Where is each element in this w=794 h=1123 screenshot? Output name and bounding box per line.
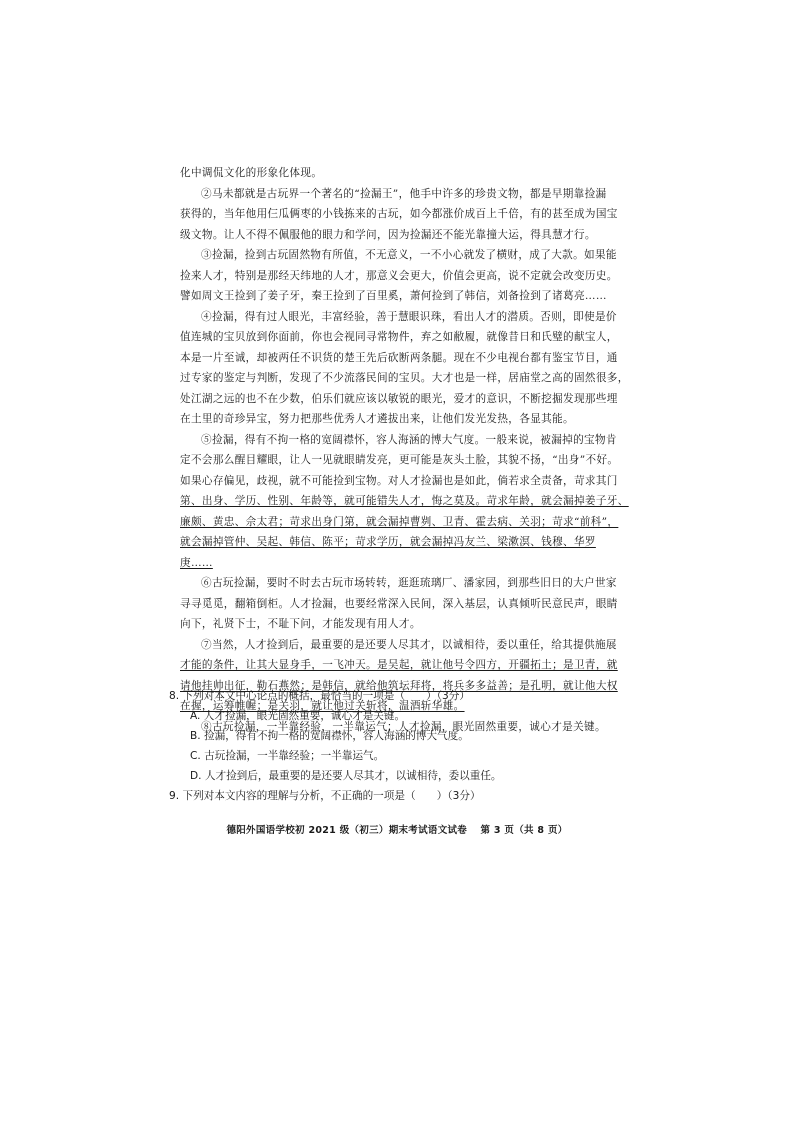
- question-8-stem: 8. 下列对本文中心论点的概括，最恰当的一项是（ ）（3分）: [169, 690, 470, 702]
- passage-line: ⑥古玩捡漏，要时不时去古玩市场转转，逛逛琉璃厂、潘家园，到那些旧日的大户世家: [201, 577, 617, 589]
- question-8-option-a: A. 人才捡漏，眼光固然重要，诚心才是关键。: [190, 710, 406, 722]
- question-8: [169, 686, 639, 786]
- passage-line: 在土里的奇珍异宝，努力把那些优秀人才遴拔出来，让他们发光发热，各显其能。: [180, 413, 574, 425]
- passage-line: 在握，运筹帷幄；是关羽，就让他过关斩将，温酒斩华雄。: [180, 700, 465, 712]
- passage-line: 如果心存偏见，歧视，就不可能捡到宝物。对人才捡漏也是如此，倘若求全责备，苛求其门: [180, 474, 618, 487]
- passage-line: ⑧古玩捡漏，一半靠经验，一半靠运气；人才捡漏，眼光固然重要，诚心才是关键。: [201, 720, 606, 733]
- passage-line: 请他挂帅出征，勒石燕然；是韩信，就给他筑坛拜将，将兵多多益善；是孔明，就让他大权: [180, 679, 618, 692]
- passage-line: 定不会那么醒目耀眼，让人一见就眼睛发亮，更可能是灰头土脸，其貌不扬，“出身”不好。: [180, 454, 619, 466]
- passage-line: 廉颇、黄忠、佘太君；苛求出身门第，就会漏掉曹刿、卫青、霍去病、关羽；苛求“前科”，: [180, 515, 619, 528]
- passage-line: 值连城的宝贝放到你面前，你也会视同寻常物件，弃之如敝履，就像昔日和氏璧的献宝人，: [180, 331, 618, 343]
- passage-line: 寻寻觅觅，翻箱倒柜。人才捡漏，也要经常深入民间，深入基层，认真倾听民意民声，眼睛: [180, 597, 618, 610]
- question-8-option-b: B. 捡漏，得有不拘一格的宽阔襟怀，容人海涵的博大气度。: [190, 730, 469, 742]
- passage-line: ⑦当然，人才捡到后，最重要的是还要人尽其才，以诚相待，委以重任，给其提供施展: [201, 638, 617, 651]
- passage-line: 过专家的鉴定与判断，发现了不少流落民间的宝贝。大才也是一样，居庙堂之高的固然很多，: [180, 372, 629, 384]
- passage-line: 譬如周文王捡到了姜子牙，秦王捡到了百里奚，萧何捡到了韩信，刘备捡到了诸葛亮……: [180, 290, 607, 302]
- passage-line: 才能的条件，让其大显身手，一飞冲天。是吴起，就让他号令四方，开疆拓土；是卫青，就: [180, 659, 618, 671]
- passage-line: ③捡漏，捡到古玩固然物有所值，不无意义，一不小心就发了横财，成了大款。如果能: [201, 249, 617, 261]
- question-9-stem: 9. 下列对本文内容的理解与分析，不正确的一项是（ ）（3分）: [169, 790, 481, 802]
- passage-line: 化中调侃文化的形象化体现。: [180, 167, 323, 179]
- passage-line: ④捡漏，得有过人眼光，丰富经验，善于慧眼识珠，看出人才的潜质。否则，即使是价: [201, 310, 617, 323]
- page-footer: 德阳外国语学校初 2021 级（初三）期末考试语文试卷 第 3 页（共 8 页）: [226, 825, 568, 836]
- question-8-option-d: D. 人才捡到后，最重要的是还要人尽其才，以诚相待，委以重任。: [190, 770, 502, 782]
- passage-line: 庚……: [180, 556, 213, 569]
- passage-line: 本是一片至诚，却被两任不识货的楚王先后砍断两条腿。现在不少电视台都有鉴宝节目，通: [180, 351, 618, 364]
- passage-line: 向下，礼贤下士，不耻下问，才能发现有用人才。: [180, 618, 421, 630]
- passage-line: 捡来人才，特别是那经天纬地的人才，那意义会更大，价值会更高，说不定就会改变历史。: [180, 269, 618, 282]
- passage-line: 级文物。让人不得不佩服他的眼力和学问，因为捡漏还不能光靠撞大运，得具慧才行。: [180, 228, 596, 241]
- reading-passage: [180, 163, 632, 737]
- passage-line: 获得的，当年他用仨瓜俩枣的小钱拣来的古玩，如今都涨价成百上千倍，有的甚至成为国宝: [180, 208, 618, 220]
- passage-line: 就会漏掉管仲、吴起、韩信、陈平；苛求学历，就会漏掉冯友兰、梁漱溟、钱穆、华罗: [180, 536, 596, 548]
- passage-line: ⑤捡漏，得有不拘一格的宽阔襟怀，容人海涵的博大气度。一般来说，被漏掉的宝物肯: [201, 433, 617, 446]
- passage-line: ②马未都就是古玩界一个著名的“捡漏王”，他手中许多的珍贵文物，都是早期靠捡漏: [201, 187, 607, 200]
- passage-line: 第、出身、学历、性别、年龄等，就可能错失人才，悔之莫及。苛求年龄，就会漏掉姜子牙、: [180, 495, 629, 507]
- question-8-option-c: C. 古玩捡漏，一半靠经验；一半靠运气。: [190, 750, 385, 762]
- passage-line: 处江湖之远的也不在少数，伯乐们就应该以敏锐的眼光，爱才的意识，不断挖掘发现那些埋: [180, 392, 618, 405]
- question-9: [169, 786, 639, 806]
